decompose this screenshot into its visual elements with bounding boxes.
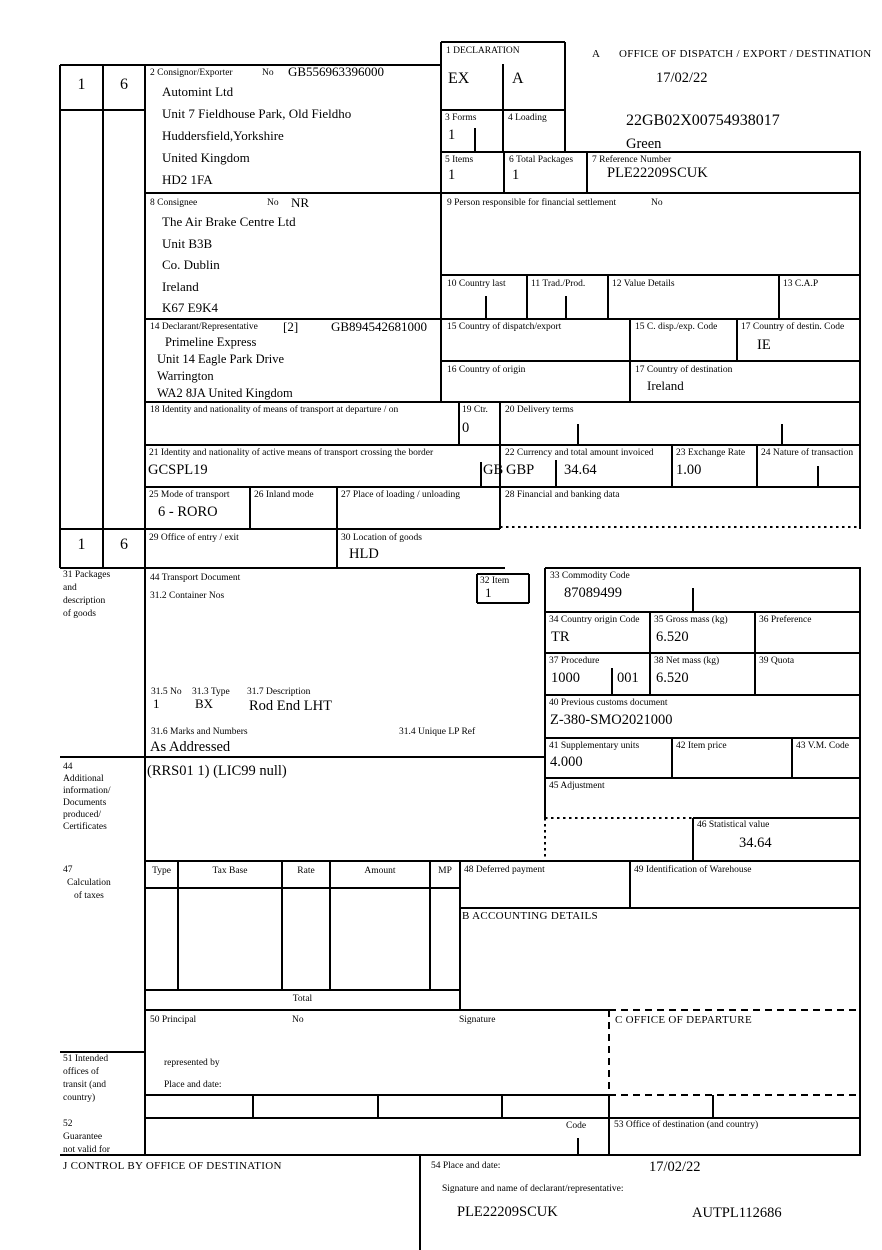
declarant-name: Primeline Express	[165, 335, 257, 349]
box36-preference-label: 36 Preference	[759, 615, 812, 625]
box34-origin-code-label: 34 Country origin Code	[549, 615, 640, 625]
previous-document: Z-380-SMO2021000	[550, 712, 673, 728]
box25-mode-label: 25 Mode of transport	[149, 490, 230, 500]
declaration-subtype: A	[512, 70, 524, 87]
box6-packages-label: 6 Total Packages	[509, 155, 574, 165]
box44-label-3: information/	[63, 786, 111, 796]
box19-ctr-label: 19 Ctr.	[462, 405, 488, 415]
transport-nationality: GB	[483, 462, 504, 478]
origin-country-code: TR	[551, 629, 570, 645]
section-j-title: J CONTROL BY OFFICE OF DESTINATION	[63, 1160, 282, 1172]
box54-place-date-label: 54 Place and date:	[431, 1161, 501, 1171]
box31-4-lp-ref-label: 31.4 Unique LP Ref	[399, 727, 476, 737]
declarant-address-2: Warrington	[157, 369, 214, 383]
statistical-value: 34.64	[739, 835, 772, 851]
box43-vm-code-label: 43 V.M. Code	[796, 741, 849, 751]
box52-label-1: 52	[63, 1119, 73, 1129]
box29-office-entry-label: 29 Office of entry / exit	[149, 533, 239, 543]
transport-mode: 6 - RORO	[158, 504, 218, 520]
supplementary-units: 4.000	[550, 754, 583, 770]
invoice-amount: 34.64	[564, 462, 597, 478]
box30-goods-location-label: 30 Location of goods	[341, 533, 423, 543]
box24-transaction-label: 24 Nature of transaction	[761, 448, 854, 458]
consignor-eori: GB556963396000	[288, 64, 385, 79]
box35-gross-mass-label: 35 Gross mass (kg)	[654, 615, 728, 625]
box27-loading-place-label: 27 Place of loading / unloading	[341, 490, 460, 500]
procedure-code-2: 001	[617, 670, 639, 686]
box50-no-label: No	[292, 1015, 304, 1025]
section-b-title: B ACCOUNTING DETAILS	[462, 910, 598, 922]
authorisation-number: AUTPL112686	[692, 1205, 782, 1221]
copy-number-1-top: 1	[77, 76, 86, 93]
exchange-rate: 1.00	[676, 462, 702, 478]
box44-label-4: Documents	[63, 798, 107, 808]
package-count: 1	[153, 696, 160, 711]
gross-mass: 6.520	[656, 629, 689, 645]
consignee-id: NR	[291, 195, 310, 210]
goods-description: Rod End LHT	[249, 698, 332, 714]
box7-reference-label: 7 Reference Number	[592, 155, 672, 165]
box31-label-4: of goods	[63, 609, 96, 619]
box44-label-1: 44	[63, 762, 73, 772]
box51-label-1: 51 Intended	[63, 1054, 109, 1064]
box45-adjustment-label: 45 Adjustment	[549, 781, 605, 791]
box44-label-5: produced/	[63, 810, 101, 820]
container-flag: 0	[462, 420, 470, 436]
destination-country: Ireland	[647, 378, 684, 393]
box20-delivery-terms-label: 20 Delivery terms	[505, 405, 574, 415]
procedure-code: 1000	[551, 670, 580, 686]
box23-exchange-rate-label: 23 Exchange Rate	[676, 448, 746, 458]
consignee-address-1: Unit B3B	[162, 236, 213, 251]
section-c-title: C OFFICE OF DEPARTURE	[615, 1014, 752, 1026]
box14-declarant-label: 14 Declarant/Representative	[150, 322, 258, 332]
box31-label-3: description	[63, 596, 106, 606]
box16-origin-label: 16 Country of origin	[447, 365, 526, 375]
box10-country-last-label: 10 Country last	[447, 279, 506, 289]
box50-signature-label: Signature	[459, 1015, 496, 1025]
box21-active-transport-label: 21 Identity and nationality of active means of transport crossing the border	[149, 448, 434, 458]
box53-destination-office-label: 53 Office of destination (and country)	[614, 1120, 759, 1130]
box11-trad-prod-label: 11 Trad./Prod.	[531, 279, 586, 289]
section-a-title: OFFICE OF DISPATCH / EXPORT / DESTINATION	[619, 48, 872, 60]
box49-warehouse-label: 49 Identification of Warehouse	[634, 865, 752, 875]
box22-currency-label: 22 Currency and total amount invoiced	[505, 448, 654, 458]
box51-label-4: country)	[63, 1093, 96, 1103]
destination-country-code: IE	[757, 337, 771, 353]
declarant-eori: GB894542681000	[331, 319, 428, 334]
box8-no-label: No	[267, 198, 279, 208]
box15a-dispatch-code-label: 15 C. disp./exp. Code	[635, 322, 718, 332]
tax-col-amount: Amount	[364, 866, 396, 876]
box4-loading-label: 4 Loading	[508, 113, 547, 123]
declarant-postcode: WA2 8JA United Kingdom	[157, 386, 293, 400]
forms-value: 1	[448, 127, 456, 143]
box2-consignor-label: 2 Consignor/Exporter	[150, 68, 233, 78]
box44-transport-doc-label: 44 Transport Document	[150, 573, 241, 583]
copy-number-6-top: 6	[120, 76, 128, 93]
box46-statistical-label: 46 Statistical value	[697, 820, 770, 830]
box2-no-label: No	[262, 68, 274, 78]
box17-destination-label: 17 Country of destination	[635, 365, 733, 375]
item-number: 1	[485, 585, 492, 600]
box31-label-2: and	[63, 583, 77, 593]
represented-by-label: represented by	[164, 1058, 220, 1068]
box47-label-3: of taxes	[74, 891, 104, 901]
invoice-currency: GBP	[506, 462, 535, 478]
box28-financial-data-label: 28 Financial and banking data	[505, 490, 620, 500]
box3-forms-label: 3 Forms	[445, 113, 477, 123]
consignor-address-1: Unit 7 Fieldhouse Park, Old Fieldho	[162, 106, 352, 121]
tax-col-mp: MP	[438, 866, 452, 876]
dispatch-date: 17/02/22	[656, 70, 708, 86]
box48-deferred-label: 48 Deferred payment	[464, 865, 545, 875]
consignee-country: Ireland	[162, 279, 199, 294]
box41-supplementary-label: 41 Supplementary units	[549, 741, 640, 751]
routing-status: Green	[626, 136, 662, 152]
box32-item-label: 32 Item	[480, 576, 510, 586]
box47-label-1: 47	[63, 865, 73, 875]
declaration-type: EX	[448, 70, 470, 87]
box17a-destin-code-label: 17 Country of destin. Code	[741, 322, 845, 332]
signature-name-label: Signature and name of declarant/representative:	[442, 1184, 624, 1194]
consignor-name: Automint Ltd	[162, 84, 234, 99]
items-value: 1	[448, 167, 456, 183]
declaration-date: 17/02/22	[649, 1159, 701, 1175]
net-mass: 6.520	[656, 670, 689, 686]
place-date-label: Place and date:	[164, 1080, 222, 1090]
declarant-status-code: [2]	[283, 319, 299, 334]
box52-label-2: Guarantee	[63, 1132, 103, 1142]
box5-items-label: 5 Items	[445, 155, 474, 165]
box9-no-label: No	[651, 198, 663, 208]
additional-info-value: (RRS01 1) (LIC99 null)	[147, 763, 287, 779]
box39-quota-label: 39 Quota	[759, 656, 795, 666]
box42-item-price-label: 42 Item price	[676, 741, 727, 751]
box31-7-description-label: 31.7 Description	[247, 687, 311, 697]
box37-procedure-label: 37 Procedure	[549, 656, 600, 666]
box52-label-3: not valid for	[63, 1145, 110, 1155]
transport-identity: GCSPL19	[148, 462, 208, 478]
tax-col-type: Type	[152, 866, 171, 876]
copy-number-1-bottom: 1	[77, 536, 86, 553]
box52-code-label: Code	[566, 1121, 587, 1131]
box44-label-2: Additional	[63, 774, 104, 784]
box31-5-no-label: 31.5 No	[151, 687, 182, 697]
consignor-postcode: HD2 1FA	[162, 172, 213, 187]
packages-value: 1	[512, 167, 520, 183]
box47-label-2: Calculation	[67, 878, 111, 888]
box13-cap-label: 13 C.A.P	[783, 279, 819, 289]
reference-number: PLE22209SCUK	[607, 165, 708, 181]
commodity-code: 87089499	[564, 585, 622, 601]
copy-number-6-bottom: 6	[120, 536, 128, 553]
goods-location: HLD	[349, 546, 379, 562]
box33-commodity-label: 33 Commodity Code	[550, 571, 630, 581]
declarant-address-1: Unit 14 Eagle Park Drive	[157, 352, 285, 366]
consignee-postcode: K67 E9K4	[162, 300, 218, 315]
consignee-address-2: Co. Dublin	[162, 257, 220, 272]
marks-numbers: As Addressed	[150, 739, 231, 755]
declarant-reference: PLE22209SCUK	[457, 1204, 558, 1220]
box44-label-6: Certificates	[63, 822, 107, 832]
consignor-address-2: Huddersfield,Yorkshire	[162, 128, 284, 143]
box26-inland-mode-label: 26 Inland mode	[254, 490, 314, 500]
box12-value-details-label: 12 Value Details	[612, 279, 675, 289]
box9-financial-label: 9 Person responsible for financial settlement	[447, 198, 617, 208]
box31-6-marks-label: 31.6 Marks and Numbers	[151, 727, 248, 737]
tax-col-base: Tax Base	[212, 866, 248, 876]
box8-consignee-label: 8 Consignee	[150, 198, 198, 208]
box40-previous-doc-label: 40 Previous customs document	[549, 698, 668, 708]
movement-reference-number: 22GB02X00754938017	[626, 112, 780, 129]
box38-net-mass-label: 38 Net mass (kg)	[654, 656, 720, 666]
box18-transport-label: 18 Identity and nationality of means of transport at departure / on	[150, 405, 399, 415]
consignee-name: The Air Brake Centre Ltd	[162, 214, 296, 229]
consignor-country: United Kingdom	[162, 150, 250, 165]
box31-label-1: 31 Packages	[63, 570, 111, 580]
box51-label-2: offices of	[63, 1067, 99, 1077]
package-type: BX	[195, 696, 214, 711]
box1-declaration-label: 1 DECLARATION	[446, 46, 520, 56]
box51-label-3: transit (and	[63, 1080, 107, 1090]
box31-3-type-label: 31.3 Type	[192, 687, 230, 697]
box50-principal-label: 50 Principal	[150, 1015, 197, 1025]
tax-total-label: Total	[292, 994, 313, 1004]
box31-2-container-label: 31.2 Container Nos	[150, 591, 225, 601]
tax-col-rate: Rate	[297, 866, 315, 876]
box15-dispatch-label: 15 Country of dispatch/export	[447, 322, 562, 332]
section-a-key: A	[592, 48, 601, 60]
